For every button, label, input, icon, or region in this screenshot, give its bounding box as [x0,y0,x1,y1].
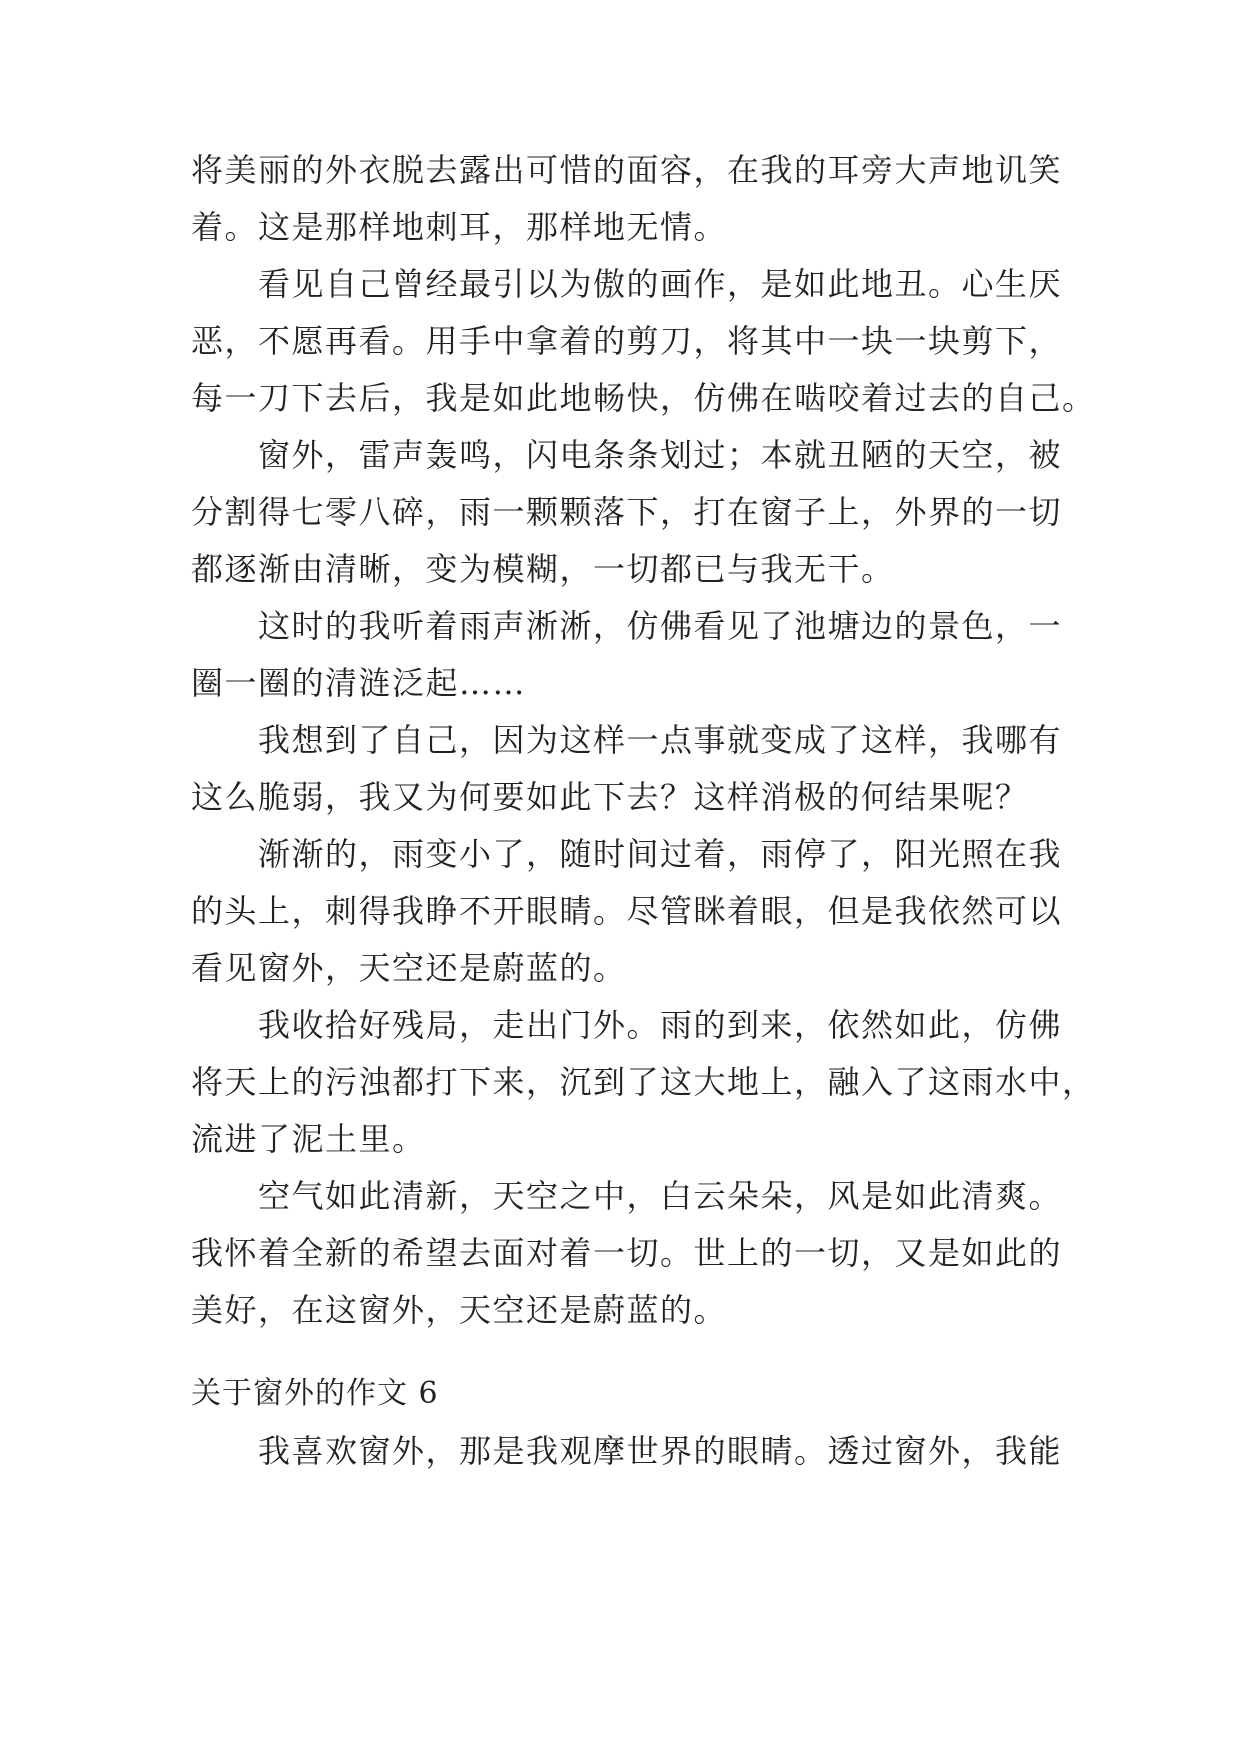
text-line: 的头上，刺得我睁不开眼睛。尽管眯着眼，但是我依然可以 [191,892,1063,930]
paragraph-start-line: 渐渐的，雨变小了，随时间过着，雨停了，阳光照在我 [258,835,1063,873]
paragraph-start-line: 这时的我听着雨声淅淅，仿佛看见了池塘边的景色，一 [258,607,1063,645]
paragraph-start-line: 窗外，雷声轰鸣，闪电条条划过；本就丑陋的天空，被 [258,436,1063,474]
section-title: 关于窗外的作文 6 [191,1376,439,1411]
text-line: 看见窗外，天空还是蔚蓝的。 [191,949,627,987]
text-line: 美好，在这窗外，天空还是蔚蓝的。 [191,1291,728,1329]
text-line: 这么脆弱，我又为何要如此下去？这样消极的何结果呢？ [191,778,1029,816]
text-line: 我怀着全新的希望去面对着一切。世上的一切，又是如此的 [191,1234,1063,1272]
text-line: 恶，不愿再看。用手中拿着的剪刀，将其中一块一块剪下， [191,322,1063,360]
text-line: 流进了泥土里。 [191,1120,426,1158]
text-line: 将天上的污浊都打下来，沉到了这大地上，融入了这雨水中， [191,1063,1096,1101]
text-line: 着。这是那样地刺耳，那样地无情。 [191,208,728,246]
text-line: 每一刀下去后，我是如此地畅快，仿佛在啮咬着过去的自己。 [191,379,1096,417]
paragraph-start-line: 空气如此清新，天空之中，白云朵朵，风是如此清爽。 [258,1177,1063,1215]
text-line: 圈一圈的清涟泛起…… [191,664,527,702]
text-line: 将美丽的外衣脱去露出可惜的面容，在我的耳旁大声地讥笑 [191,151,1063,189]
text-line: 分割得七零八碎，雨一颗颗落下，打在窗子上，外界的一切 [191,493,1063,531]
paragraph-start-line: 我收拾好残局，走出门外。雨的到来，依然如此，仿佛 [258,1006,1063,1044]
paragraph-start-line: 我想到了自己，因为这样一点事就变成了这样，我哪有 [258,721,1063,759]
paragraph-start-line: 看见自己曾经最引以为傲的画作，是如此地丑。心生厌 [258,265,1063,303]
paragraph-start-line: 我喜欢窗外，那是我观摩世界的眼睛。透过窗外，我能 [258,1432,1063,1470]
text-line: 都逐渐由清晰，变为模糊，一切都已与我无干。 [191,550,895,588]
